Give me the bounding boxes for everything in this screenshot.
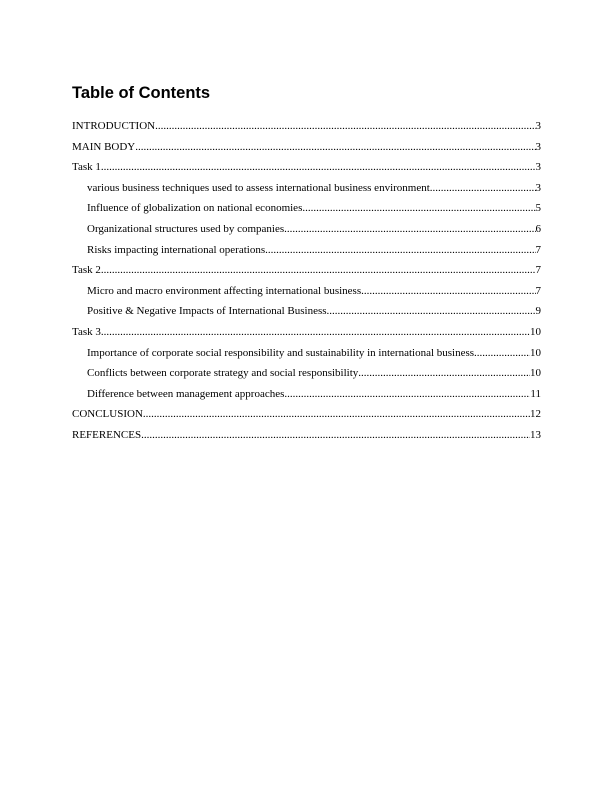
toc-entry-main-body[interactable] (72, 137, 541, 158)
toc-entry-label: Importance of corporate social responsibility and sustainability in international business (87, 346, 475, 359)
toc-entry-label: Difference between management approaches (87, 387, 285, 400)
toc-entry-business-techniques[interactable] (72, 178, 541, 199)
toc-entry-introduction[interactable] (72, 116, 541, 137)
toc-entry-page: 9 (535, 305, 541, 318)
toc-dot-leader (265, 240, 535, 261)
toc-entry-references[interactable] (72, 425, 541, 446)
toc-dot-leader (135, 137, 535, 158)
toc-entry-risks[interactable] (72, 240, 541, 261)
toc-dot-leader (302, 198, 535, 219)
toc-entry-label: Task 2 (72, 264, 101, 277)
toc-dot-leader (430, 178, 536, 199)
toc-entry-label: Positive & Negative Impacts of International Business (87, 305, 327, 318)
toc-dot-leader (101, 322, 530, 343)
toc-entry-label: Task 3 (72, 325, 101, 338)
toc-entry-conclusion[interactable] (72, 404, 541, 425)
toc-dot-leader (143, 404, 530, 425)
toc-entry-label: MAIN BODY (72, 140, 136, 153)
toc-list (72, 116, 541, 446)
toc-entry-task-3[interactable] (72, 322, 541, 343)
toc-dot-leader (358, 363, 530, 384)
toc-entry-page: 3 (535, 181, 541, 194)
toc-entry-page: 10 (530, 325, 541, 338)
toc-entry-page: 10 (530, 346, 541, 359)
toc-dot-leader (361, 281, 535, 302)
toc-entry-organizational-structures[interactable] (72, 219, 541, 240)
toc-entry-label: Task 1 (72, 161, 101, 174)
toc-entry-label: Risks impacting international operations (87, 243, 266, 256)
toc-dot-leader (474, 343, 530, 364)
toc-dot-leader (284, 384, 530, 405)
toc-entry-page: 3 (535, 140, 541, 153)
toc-entry-label: Micro and macro environment affecting international business (87, 284, 362, 297)
toc-dot-leader (327, 301, 536, 322)
toc-entry-page: 3 (535, 161, 541, 174)
toc-entry-page: 7 (535, 243, 541, 256)
toc-entry-page: 12 (530, 408, 541, 421)
toc-entry-micro-macro[interactable] (72, 281, 541, 302)
toc-entry-management-approaches[interactable] (72, 384, 541, 405)
toc-entry-impacts[interactable] (72, 301, 541, 322)
toc-entry-label: various business techniques used to assess international business environment (87, 181, 430, 194)
toc-entry-task-2[interactable] (72, 260, 541, 281)
toc-dot-leader (101, 260, 536, 281)
toc-entry-page: 7 (535, 264, 541, 277)
toc-entry-page: 5 (535, 202, 541, 215)
toc-entry-task-1[interactable] (72, 157, 541, 178)
toc-dot-leader (155, 116, 535, 137)
toc-entry-page: 13 (530, 428, 541, 441)
toc-entry-label: Influence of globalization on national economies (87, 202, 303, 215)
toc-entry-page: 3 (535, 120, 541, 132)
toc-entry-page: 10 (530, 367, 541, 380)
toc-entry-page: 11 (530, 387, 541, 400)
toc-dot-leader (141, 425, 530, 446)
toc-entry-page: 7 (535, 284, 541, 297)
toc-entry-conflicts[interactable] (72, 363, 541, 384)
toc-dot-leader (284, 219, 535, 240)
toc-entry-label: REFERENCES (72, 428, 142, 441)
toc-entry-page: 6 (535, 222, 541, 235)
toc-entry-csr[interactable] (72, 343, 541, 364)
toc-entry-label: Organizational structures used by companies (87, 222, 285, 235)
toc-entry-label: INTRODUCTION (72, 120, 156, 132)
toc-entry-label: Conflicts between corporate strategy and social responsibility (87, 367, 359, 380)
toc-dot-leader (101, 157, 536, 178)
toc-title: Table of Contents (72, 84, 211, 102)
toc-entry-label: CONCLUSION (72, 408, 143, 421)
toc-entry-globalization[interactable] (72, 198, 541, 219)
